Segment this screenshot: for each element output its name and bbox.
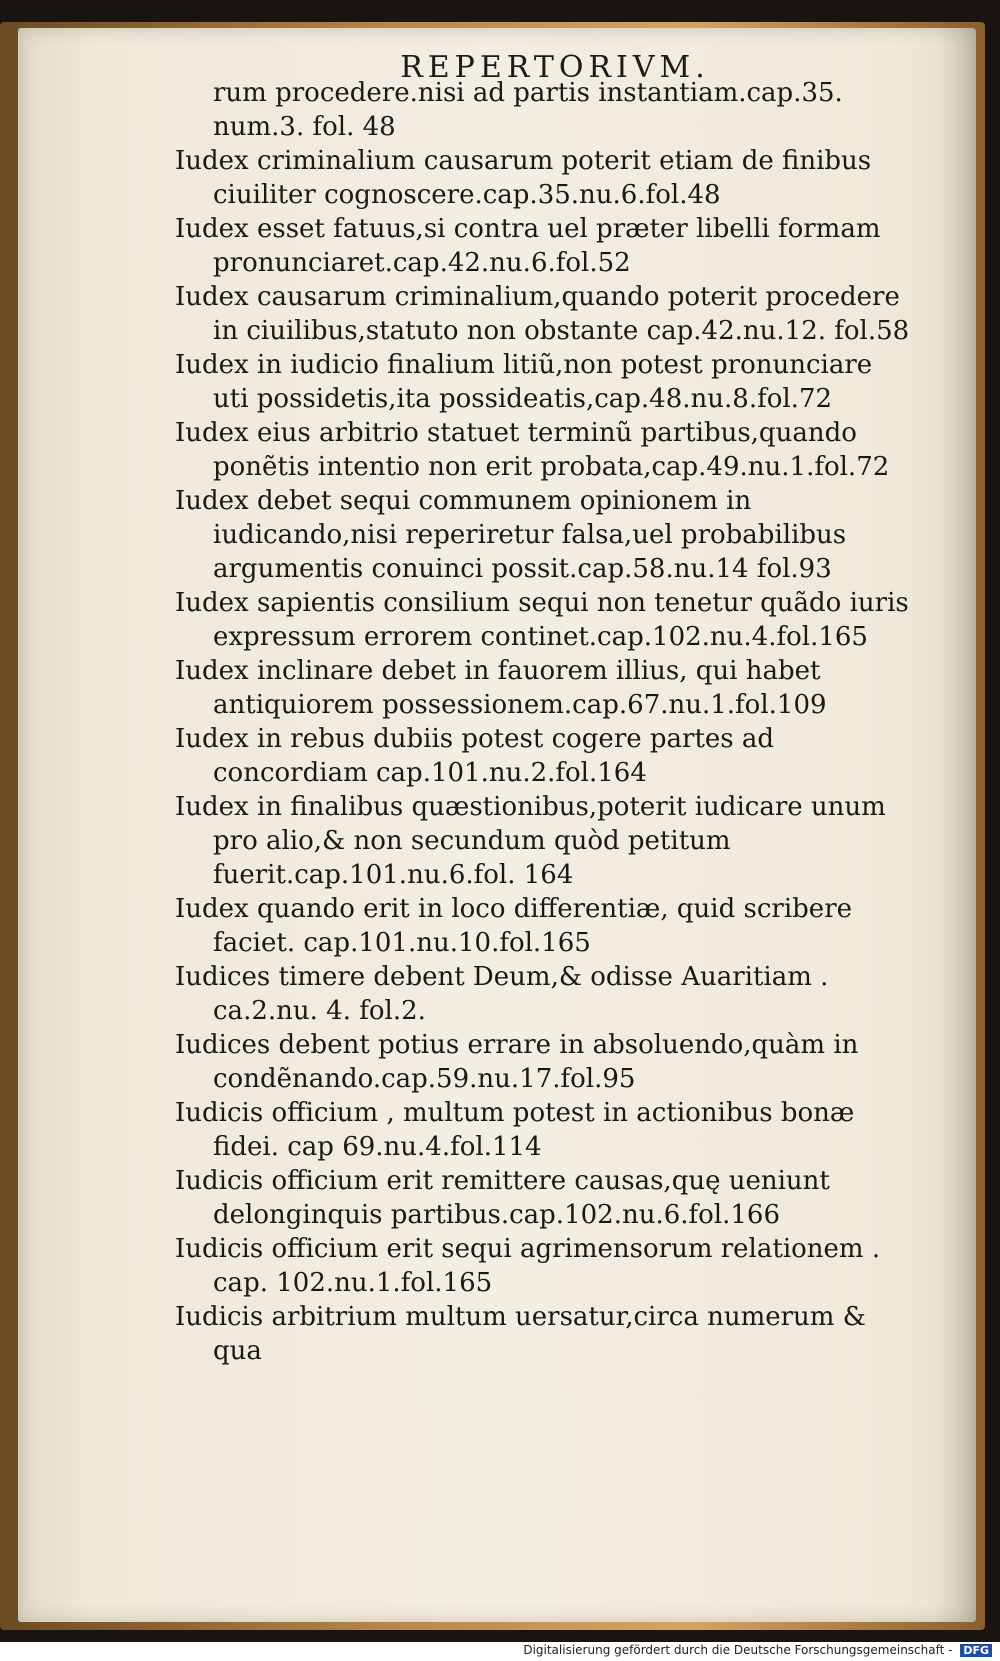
index-entry: Iudex causarum criminalium,quando poterit procedere in ciuilibus,statuto non obstante cap.42.nu.12. fol.58 xyxy=(175,282,910,346)
dfg-logo: DFG xyxy=(960,1644,992,1657)
index-entry: Iudex in rebus dubiis potest cogere partes ad concordiam cap.101.nu.2.fol.164 xyxy=(175,724,775,788)
index-entries xyxy=(175,76,915,1368)
index-entry: Iudex quando erit in loco differentiæ, quid scribere faciet. cap.101.nu.10.fol.165 xyxy=(175,894,853,958)
index-entry: Iudices debent potius errare in absoluendo,quàm in condẽnando.cap.59.nu.17.fol.95 xyxy=(175,1030,859,1094)
index-entry: Iudex eius arbitrio statuet terminũ partibus,quando ponẽtis intentio non erit probata,cap.49.nu.1.fol.72 xyxy=(175,418,890,482)
index-entry: Iudicis officium erit sequi agrimensorum relationem . cap. 102.nu.1.fol.165 xyxy=(175,1234,881,1298)
index-entry: Iudicis arbitrium multum uersatur,circa numerum & qua xyxy=(175,1302,866,1366)
index-entry: Iudex sapientis consilium sequi non tenetur quãdo iuris expressum errorem continet.cap.102.nu.4.fol.165 xyxy=(175,588,909,652)
index-entry: Iudex in iudicio finalium litiũ,non potest pronunciare uti possidetis,ita possideatis,cap.48.nu.8.fol.72 xyxy=(175,350,873,414)
index-entry: Iudex inclinare debet in fauorem illius, qui habet antiquiorem possessionem.cap.67.nu.1.fol.109 xyxy=(175,656,827,720)
footer-credit xyxy=(523,1643,992,1657)
index-entry: Iudex in finalibus quæstionibus,poterit iudicare unum pro alio,& non secundum quòd petitum fuerit.cap.101.nu.6.fol. 164 xyxy=(175,792,886,890)
index-entry: Iudicis officium erit remittere causas,quę ueniunt delonginquis partibus.cap.102.nu.6.fol.166 xyxy=(175,1166,830,1230)
footer-credit-text: Digitalisierung gefördert durch die Deutsche Forschungsgemeinschaft - xyxy=(523,1643,953,1657)
running-header: REPERTORIVM. xyxy=(400,50,710,85)
page-fold-shadow xyxy=(936,28,976,1622)
index-entry: Iudex debet sequi communem opinionem in iudicando,nisi reperiretur falsa,uel probabilibus argumentis conuinci possit.cap.58.nu.14 fol.93 xyxy=(175,486,847,584)
index-entry: Iudicis officium , multum potest in actionibus bonæ fidei. cap 69.nu.4.fol.114 xyxy=(175,1098,855,1162)
index-entry: rum procedere.nisi ad partis instantiam.cap.35. num.3. fol. 48 xyxy=(213,78,843,142)
index-entry: Iudex criminalium causarum poterit etiam de finibus ciuiliter cognoscere.cap.35.nu.6.fol.48 xyxy=(175,146,872,210)
footer-bar xyxy=(0,1642,1000,1661)
index-entry: Iudices timere debent Deum,& odisse Auaritiam . ca.2.nu. 4. fol.2. xyxy=(175,962,829,1026)
index-entry: Iudex esset fatuus,si contra uel præter libelli formam pronunciaret.cap.42.nu.6.fol.52 xyxy=(175,214,881,278)
